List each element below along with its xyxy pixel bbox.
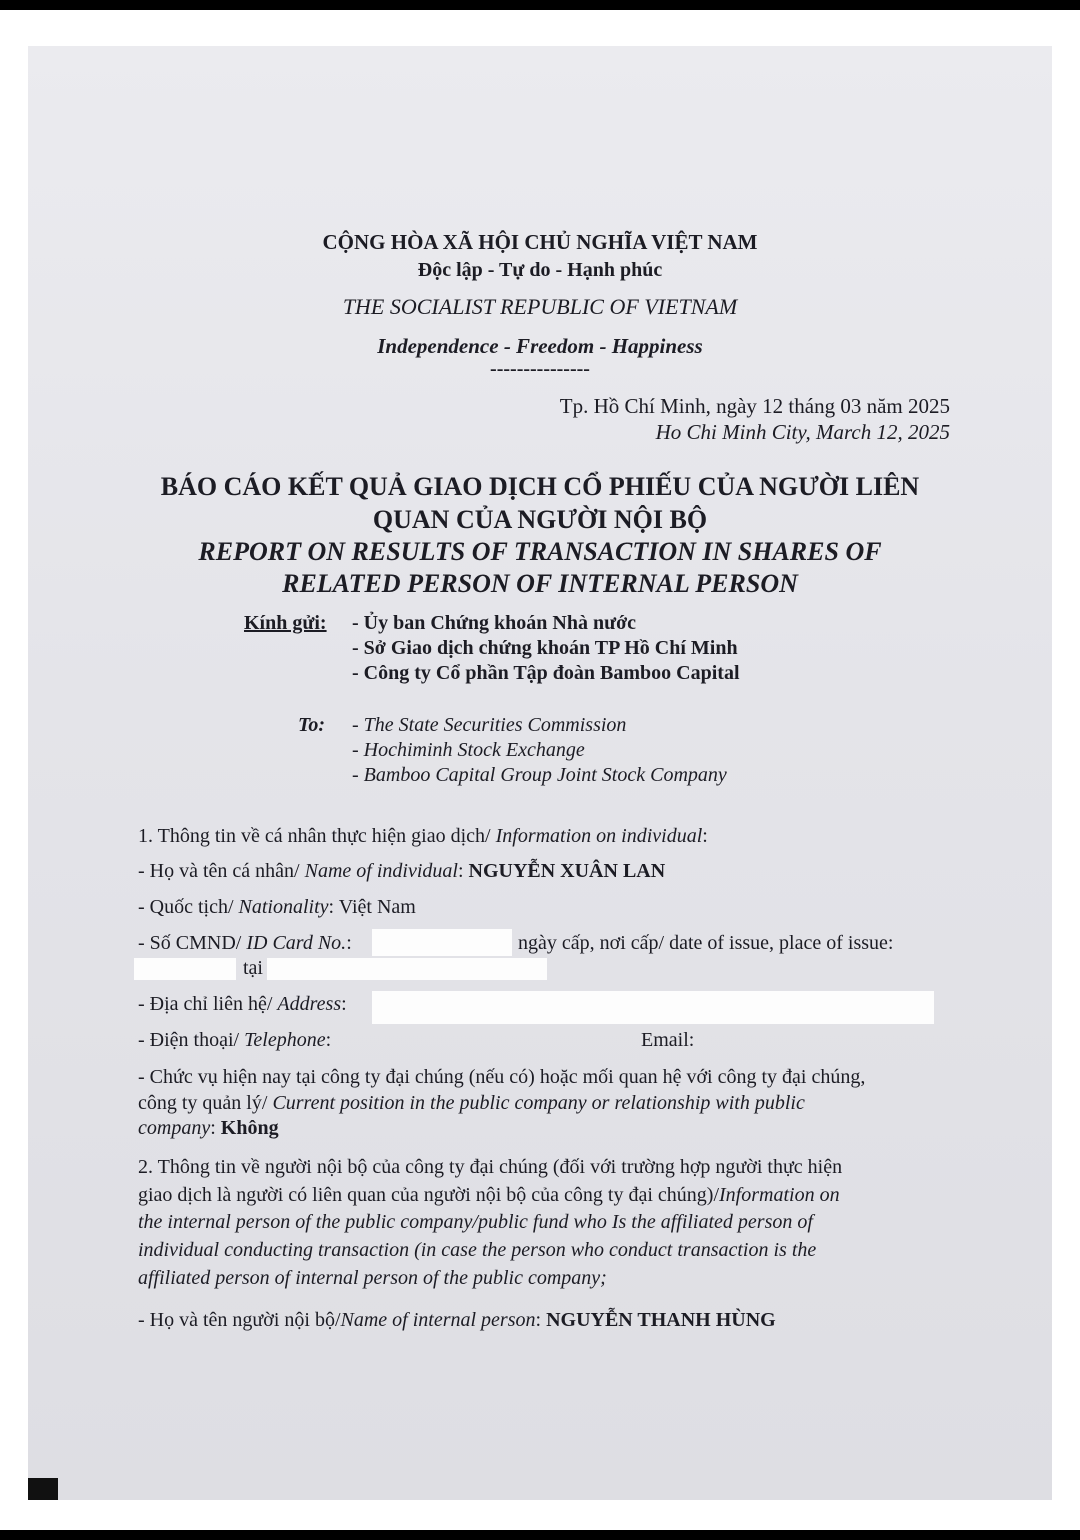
issue-label: ngày cấp, nơi cấp/ date of issue, place of issue: (518, 932, 894, 954)
date-vn: Tp. Hồ Chí Minh, ngày 12 tháng 03 năm 2025 (559, 394, 950, 418)
national-motto-en: Independence - Freedom - Happiness (377, 334, 703, 358)
phone-label-vn: - Điện thoại/ (138, 1029, 245, 1051)
address-label-vn: - Địa chỉ liên hệ/ (138, 993, 278, 1015)
internal-label-vn: - Họ và tên người nội bộ/ (138, 1309, 341, 1331)
national-motto-vn: Độc lập - Tự do - Hạnh phúc (417, 259, 663, 281)
bottom-border (0, 1530, 1080, 1540)
nationality-colon: : (328, 896, 339, 918)
section1-heading-en: Information on individual (495, 825, 703, 847)
recipient-vn-3: - Công ty Cổ phần Tập đoàn Bamboo Capital (352, 662, 740, 684)
internal-person-name: NGUYỄN THANH HÙNG (546, 1309, 776, 1331)
section2-line2-en: Information on (719, 1184, 840, 1206)
id-label-vn: - Số CMND/ (138, 932, 247, 954)
recipient-en-2: - Hochiminh Stock Exchange (352, 739, 585, 761)
section2-line3: the internal person of the public company/public fund who Is the affiliated person of (138, 1211, 813, 1233)
date-en: Ho Chi Minh City, March 12, 2025 (655, 420, 950, 444)
recipient-vn-2: - Sở Giao dịch chứng khoán TP Hồ Chí Minh (352, 637, 738, 659)
nationality-label-en: Nationality (238, 896, 329, 918)
issue-place-label: tại (243, 957, 263, 979)
recipient-en-3: - Bamboo Capital Group Joint Stock Company (352, 764, 727, 786)
issue-place-redaction (267, 958, 547, 980)
email-label: Email: (641, 1029, 695, 1051)
section2-line2-vn: giao dịch là người có liên quan của người nội bộ của công ty đại chúng)/ (138, 1184, 720, 1206)
address-label-en: Address (277, 993, 342, 1015)
address-colon: : (341, 993, 347, 1015)
address-redaction (372, 991, 934, 1024)
title-vn-line2: QUAN CỦA NGƯỜI NỘI BỘ (372, 505, 708, 534)
internal-person-row (138, 1309, 776, 1332)
recipients-vn-label: Kính gửi: (244, 612, 327, 634)
recipients-en-label: To: (298, 714, 326, 736)
name-label-vn: - Họ và tên cá nhân/ (138, 860, 305, 882)
country-name-en: THE SOCIALIST REPUBLIC OF VIETNAM (342, 294, 738, 319)
top-border (0, 0, 1080, 10)
section2-line4: individual conducting transaction (in case the person who conduct transaction is the (138, 1239, 817, 1261)
phone-label-en: Telephone (244, 1029, 326, 1051)
individual-name-value: NGUYỄN XUÂN LAN (468, 860, 666, 882)
nationality-row (138, 896, 416, 919)
id-card-row (138, 932, 352, 955)
position-line3 (138, 1117, 279, 1140)
id-colon: : (346, 932, 352, 954)
title-en-line1: REPORT ON RESULTS OF TRANSACTION IN SHARES OF (198, 537, 882, 566)
id-number-redaction (372, 929, 512, 956)
page-corner-shadow (28, 1478, 58, 1500)
recipient-en-1: - The State Securities Commission (352, 714, 627, 736)
section1-heading (138, 825, 708, 848)
phone-colon: : (325, 1029, 332, 1051)
title-vn-line1: BÁO CÁO KẾT QUẢ GIAO DỊCH CỔ PHIẾU CỦA NGƯỜI LIÊN (160, 472, 920, 501)
position-line2 (138, 1092, 805, 1115)
position-line1: - Chức vụ hiện nay tại công ty đại chúng (nếu có) hoặc mối quan hệ với công ty đại chúng, (138, 1066, 866, 1088)
position-line2-vn: công ty quản lý/ (138, 1092, 273, 1114)
section2-line1: 2. Thông tin về người nội bộ của công ty đại chúng (đối với trường hợp người thực hiện (138, 1156, 843, 1178)
name-colon: : (457, 860, 469, 882)
id-label-en: ID Card No. (246, 932, 347, 954)
section2-line2 (138, 1184, 840, 1207)
position-value: Không (220, 1117, 279, 1139)
country-name-vn: CỘNG HÒA XÃ HỘI CHỦ NGHĨA VIỆT NAM (322, 230, 758, 254)
position-colon: : (210, 1117, 221, 1139)
nationality-value: Việt Nam (338, 896, 416, 918)
section1-heading-end: : (702, 825, 708, 847)
section1-heading-vn: 1. Thông tin về cá nhân thực hiện giao dịch/ (138, 825, 496, 847)
telephone-row (138, 1029, 331, 1052)
internal-colon: : (535, 1309, 547, 1331)
section2-line5: affiliated person of internal person of the public company; (138, 1267, 607, 1289)
internal-label-en: Name of internal person (340, 1309, 536, 1331)
header-divider: --------------- (490, 358, 590, 380)
position-line3-en: company (138, 1117, 211, 1139)
issue-date-redaction (134, 958, 236, 980)
title-en-line2: RELATED PERSON OF INTERNAL PERSON (282, 569, 798, 598)
individual-name-row (138, 860, 665, 883)
position-line2-en: Current position in the public company or relationship with public (272, 1092, 805, 1114)
address-row (138, 993, 347, 1016)
name-label-en: Name of individual (304, 860, 458, 882)
nationality-label-vn: - Quốc tịch/ (138, 896, 239, 918)
recipient-vn-1: - Ủy ban Chứng khoán Nhà nước (352, 612, 637, 634)
